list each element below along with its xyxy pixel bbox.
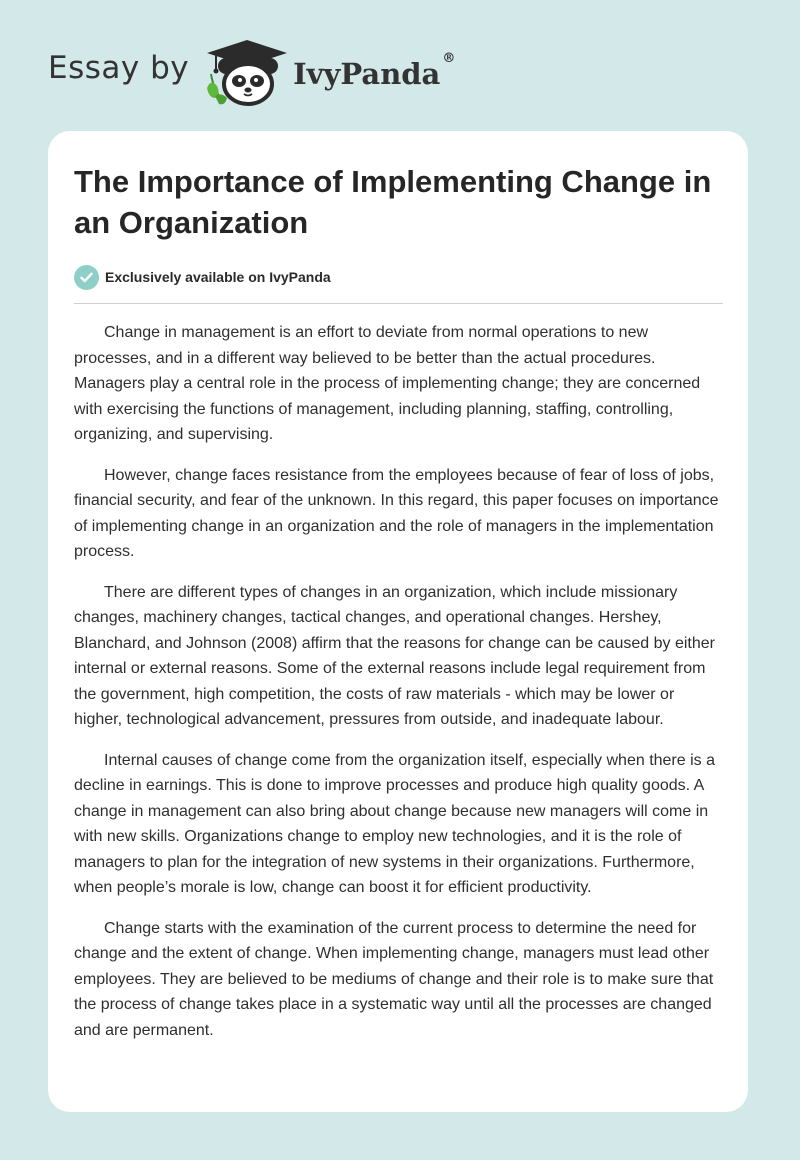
essay-title: The Importance of Implementing Change in an Organization (74, 164, 712, 240)
paragraph: Internal causes of change come from the organization itself, especially when there is a decline in earnings. This is done to improve processes and produce high quality goods. A change in management can also bring about change because new managers will come in with new skills. Organizations change to employ new technologies, and it is the role of managers to plan for the integration of new systems in their organizations. Furthermore, when people’s morale is low, change can boost it for efficient productivity. (74, 751, 715, 896)
paragraph: Change starts with the examination of the current process to determine the need for change and the extent of change. When implementing change, managers must lead other employees. They are believed to be mediums of change and their role is to make sure that the process of change takes place in a systematic way until all the processes are changed and are permanent. (74, 919, 714, 1039)
essay-body (74, 320, 726, 1058)
panda-graduate-icon (203, 36, 293, 108)
exclusive-badge (74, 264, 331, 290)
paragraph: However, change faces resistance from the employees because of fear of loss of jobs, financial security, and fear of the unknown. In this regard, this paper focuses on importance of implementing change in an organization and the role of managers in the implementation process. (74, 466, 719, 560)
paragraph: Change in management is an effort to deviate from normal operations to new processes, and in a different way believed to be better than the actual procedures. Managers play a central role in the process of implementing change; they are concerned with exercising the functions of management, including planning, staffing, controlling, organizing, and supervising. (74, 324, 701, 443)
paragraph: There are different types of changes in an organization, which include missionary changes, machinery changes, tactical changes, and operational changes. Hershey, Blanchard, and Johnson (2008) affirm that the reasons for change can be caused by either internal or external reasons. Some of the external reasons include legal requirement from the government, high competition, the costs of raw materials - which may be lower or higher, technological advancement, pressures from outside, and inadequate labour. (74, 583, 715, 728)
site-brand[interactable] (48, 36, 455, 108)
essay-by-label: Essay by (48, 50, 190, 86)
title-divider (74, 303, 723, 304)
brand-name: IvyPanda ® (293, 51, 456, 91)
registered-mark: ® (442, 51, 456, 66)
check-circle-icon (74, 265, 99, 290)
exclusive-label: Exclusively available on IvyPanda (105, 269, 331, 285)
essay-card (48, 131, 748, 1112)
